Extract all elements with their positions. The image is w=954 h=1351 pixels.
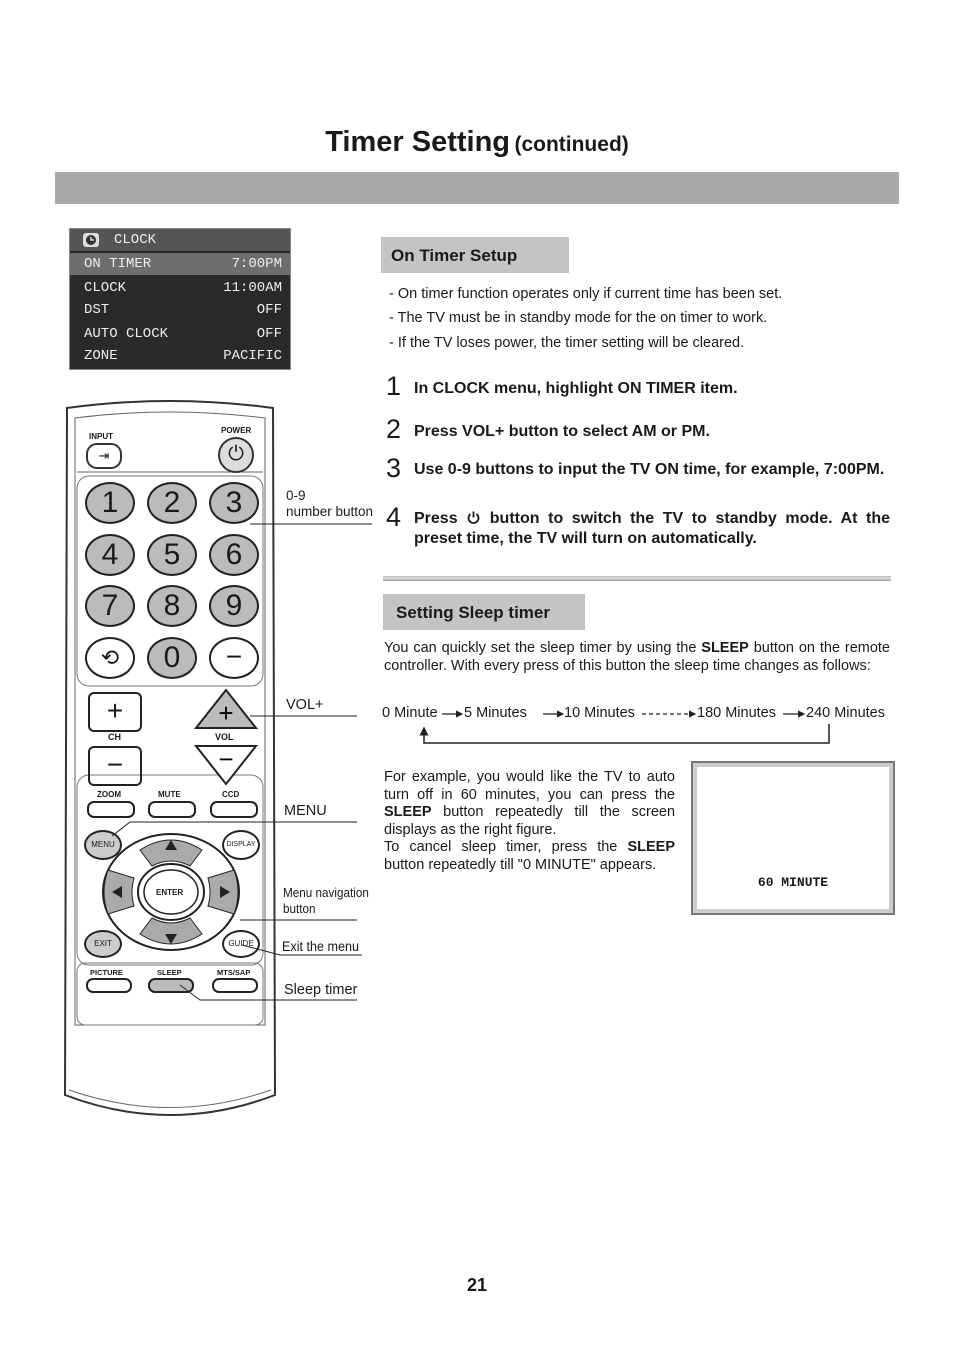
remote-ch-up-button[interactable]: + <box>88 692 142 732</box>
remote-digit-7[interactable]: 7 <box>85 585 135 627</box>
step-text: Press VOL+ button to select AM or PM. <box>414 423 710 440</box>
text-part: For example, you would like the TV to auto turn off in 60 minutes, you can press the <box>384 769 675 803</box>
text-bold: SLEEP <box>627 839 676 855</box>
section-divider <box>383 576 891 581</box>
on-timer-heading-text: On Timer Setup <box>391 246 518 265</box>
remote-mute-label: MUTE <box>158 790 181 799</box>
osd-row-value: OFF <box>256 302 282 318</box>
on-timer-heading <box>381 237 569 273</box>
tv-screen-figure <box>691 761 895 915</box>
remote-digit-8[interactable]: 8 <box>147 585 197 627</box>
flow-arrows <box>380 700 900 750</box>
step-number: 4 <box>386 502 402 532</box>
remote-vol-label: VOL <box>215 732 234 742</box>
osd-row-dst[interactable] <box>70 299 290 321</box>
step-text: Use 0-9 buttons to input the TV ON time, for example, 7:00PM. <box>414 461 885 478</box>
remote-digit-9[interactable]: 9 <box>209 585 259 627</box>
flow-step: 240 Minutes <box>806 705 885 721</box>
osd-row-on-timer[interactable] <box>70 253 290 275</box>
remote-digit-1[interactable]: 1 <box>85 482 135 524</box>
step-number: 1 <box>386 371 402 401</box>
sleep-timer-heading <box>383 594 585 630</box>
osd-row-label: ZONE <box>84 348 118 364</box>
remote-mute-button[interactable] <box>148 801 196 818</box>
callout-vol-plus: VOL+ <box>286 697 324 713</box>
flow-step: 10 Minutes <box>564 705 635 721</box>
osd-row-clock[interactable] <box>70 277 290 299</box>
step-text <box>414 509 890 549</box>
remote-sleep-button[interactable] <box>148 978 194 993</box>
remote-mts-label: MTS/SAP <box>217 968 251 977</box>
text-part: You can quickly set the sleep timer by using the <box>384 640 697 656</box>
sleep-example <box>384 769 675 839</box>
text-part: button repeatedly till "0 MINUTE" appears. <box>384 856 657 873</box>
text-part: To cancel sleep timer, press the <box>384 839 618 855</box>
text-part: button on the remote controller. With every press of this button the sleep time changes as follows: <box>384 640 890 674</box>
page-number: 21 <box>466 1275 488 1295</box>
osd-row-value: PACIFIC <box>223 348 282 364</box>
remote-dash-button[interactable]: − <box>209 637 259 679</box>
callout-exit: Exit the menu <box>282 938 360 954</box>
flow-step: 0 Minute <box>382 705 438 721</box>
remote-digit-3[interactable]: 3 <box>209 482 259 524</box>
remote-digit-6[interactable]: 6 <box>209 534 259 576</box>
step-number: 2 <box>386 414 402 444</box>
callout-nav: Menu navigation <box>283 885 369 900</box>
header-bar <box>55 172 899 204</box>
remote-ch-label: CH <box>108 732 121 742</box>
step-text-part: button to switch the TV to standby mode. At the preset time, the TV will turn on automatically. <box>414 510 890 547</box>
remote-power-button[interactable]: ⏻ <box>218 437 254 473</box>
remote-digit-2[interactable]: 2 <box>147 482 197 524</box>
flow-step: 180 Minutes <box>697 705 776 721</box>
osd-row-label: CLOCK <box>84 280 127 296</box>
title-sub: (continued) <box>514 133 629 156</box>
remote-power-label: POWER <box>221 426 252 435</box>
clock-icon <box>82 232 100 248</box>
osd-row-label: DST <box>84 302 110 318</box>
remote-menu-button[interactable]: MENU <box>84 830 122 860</box>
sleep-timer-heading-text: Setting Sleep timer <box>396 603 550 622</box>
osd-row-value: 7:00PM <box>231 256 282 272</box>
remote-digit-0[interactable]: 0 <box>147 637 197 679</box>
callout-menu: MENU <box>284 803 327 819</box>
osd-row-label: AUTO CLOCK <box>84 326 169 342</box>
power-icon <box>466 510 481 525</box>
remote-exit-button[interactable]: EXIT <box>84 930 122 958</box>
remote-digit-5[interactable]: 5 <box>147 534 197 576</box>
osd-header <box>70 229 290 251</box>
note-line: - If the TV loses power, the timer setting will be cleared. <box>389 335 745 351</box>
flow-step: 5 Minutes <box>464 705 527 721</box>
remote-picture-button[interactable] <box>86 978 132 993</box>
remote-ccd-label: CCD <box>222 790 240 799</box>
osd-row-value: OFF <box>256 326 282 342</box>
remote-display-button[interactable]: DISPLAY <box>222 830 260 860</box>
step-text-part: Press <box>414 510 458 527</box>
osd-row-zone[interactable] <box>70 345 290 367</box>
osd-row-auto-clock[interactable] <box>70 323 290 345</box>
sleep-intro <box>384 640 890 675</box>
callout-number-buttons-2: number button <box>286 504 374 519</box>
note-line: - On timer function operates only if current time has been set. <box>389 286 783 302</box>
callout-number-buttons: 0-9 <box>286 488 306 503</box>
svg-text:+: + <box>218 698 234 728</box>
remote-enter-label: ENTER <box>156 888 184 897</box>
remote-zoom-button[interactable] <box>87 801 135 818</box>
remote-mts-button[interactable] <box>212 978 258 993</box>
text-part: button repeatedly till the screen displays as the right figure. <box>384 804 676 838</box>
remote-guide-button[interactable]: GUIDE <box>222 930 260 958</box>
remote-sleep-label: SLEEP <box>157 968 182 977</box>
note-line: - The TV must be in standby mode for the on timer to work. <box>389 310 768 326</box>
remote-digit-4[interactable]: 4 <box>85 534 135 576</box>
callout-sleep: Sleep timer <box>284 982 358 998</box>
osd-clock-menu <box>69 228 291 370</box>
svg-text:−: − <box>218 744 234 774</box>
callout-nav-2: button <box>283 901 316 916</box>
remote-input-label: INPUT <box>89 432 113 441</box>
text-bold: SLEEP <box>701 640 749 656</box>
remote-ch-down-button[interactable]: − <box>88 746 142 786</box>
remote-picture-label: PICTURE <box>90 968 123 977</box>
remote-zoom-label: ZOOM <box>97 790 121 799</box>
remote-ccd-button[interactable] <box>210 801 258 818</box>
text-bold: SLEEP <box>384 804 432 820</box>
title-main: Timer Setting <box>325 126 510 158</box>
page-title <box>0 126 954 159</box>
remote-recall-button[interactable]: ⟲ <box>85 637 135 679</box>
osd-row-value: 11:00AM <box>223 280 282 296</box>
remote-input-button[interactable]: ⇥ <box>86 443 122 469</box>
sleep-cancel <box>384 839 675 874</box>
osd-row-label: ON TIMER <box>84 256 152 272</box>
osd-title: CLOCK <box>114 232 157 248</box>
step-text: In CLOCK menu, highlight ON TIMER item. <box>414 380 738 397</box>
screen-text: 60 MINUTE <box>757 875 829 890</box>
step-number: 3 <box>386 453 402 483</box>
